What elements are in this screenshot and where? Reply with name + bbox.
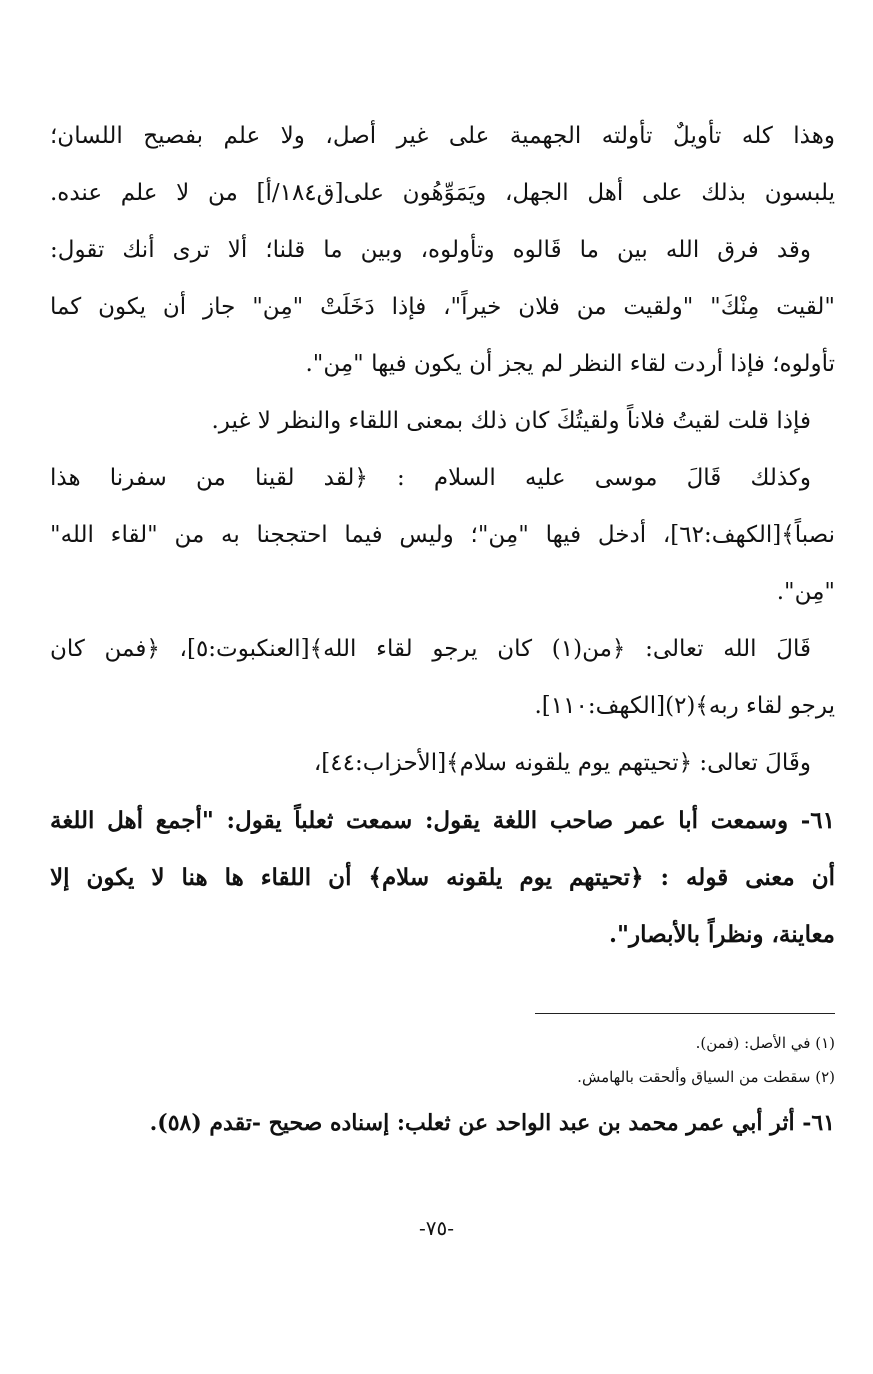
text-line: وهذا كله تأويلٌ تأولته الجهمية على غير أصل، ولا علم بفصيح اللسان؛ <box>50 123 835 149</box>
text-line: يرجو لقاء ربه﴾(٢)[الكهف:١١٠]. <box>534 693 835 719</box>
text-line: فإذا قلت لقيتُ فلاناً ولقيتُكَ كان ذلك بمعنى اللقاء والنظر لا غير. <box>211 408 811 434</box>
text-line: "مِن". <box>776 579 835 605</box>
footnote-divider <box>535 1013 835 1014</box>
text-line: نصباً﴾[الكهف:٦٢]، أدخل فيها "مِن"؛ وليس فيما احتججنا به من "لقاء الله" <box>50 522 835 548</box>
text-line: قَالَ الله تعالى: ﴿من(١) كان يرجو لقاء الله﴾[العنكبوت:٥]، ﴿فمن كان <box>50 636 811 662</box>
text-line: تأولوه؛ فإذا أردت لقاء النظر لم يجز أن يكون فيها "مِن". <box>305 351 835 377</box>
text-line: ٦١- وسمعت أبا عمر صاحب اللغة يقول: سمعت ثعلباً يقول: "أجمع أهل اللغة <box>50 807 835 834</box>
footnote: (٢) سقطت من السياق وألحقت بالهامش. <box>577 1068 835 1086</box>
text-line: وقد فرق الله بين ما قَالوه وتأولوه، وبين ما قلنا؛ ألا ترى أنك تقول: <box>50 237 811 263</box>
text-line: أن معنى قوله : ﴿تحيتهم يوم يلقونه سلام﴾ أن اللقاء ها هنا لا يكون إلا <box>50 864 835 891</box>
text-line: وكذلك قَالَ موسى عليه السلام : ﴿لقد لقينا من سفرنا هذا <box>50 465 811 491</box>
text-line: معاينة، ونظراً بالأبصار". <box>609 921 835 948</box>
body-text <box>50 108 835 963</box>
text-line: "لقيت مِنْكَ" "ولقيت من فلان خيراً"، فإذا دَخَلَتْ "مِن" جاز أن يكون كما <box>50 294 835 320</box>
footnotes <box>50 1026 835 1146</box>
page-number: -٧٥- <box>418 1216 454 1240</box>
text-line: وقَالَ تعالى: ﴿تحيتهم يوم يلقونه سلام﴾[الأحزاب:٤٤]، <box>313 750 811 776</box>
text-line: يلبسون بذلك على أهل الجهل، ويَمَوِّهُون على[ق١٨٤/أ] من لا علم عنده. <box>50 180 835 206</box>
takhrij-note: ٦١- أثر أبي عمر محمد بن عبد الواحد عن ثعلب: إسناده صحيح -تقدم (٥٨). <box>149 1110 835 1136</box>
footnote: (١) في الأصل: (فمن). <box>695 1034 835 1052</box>
